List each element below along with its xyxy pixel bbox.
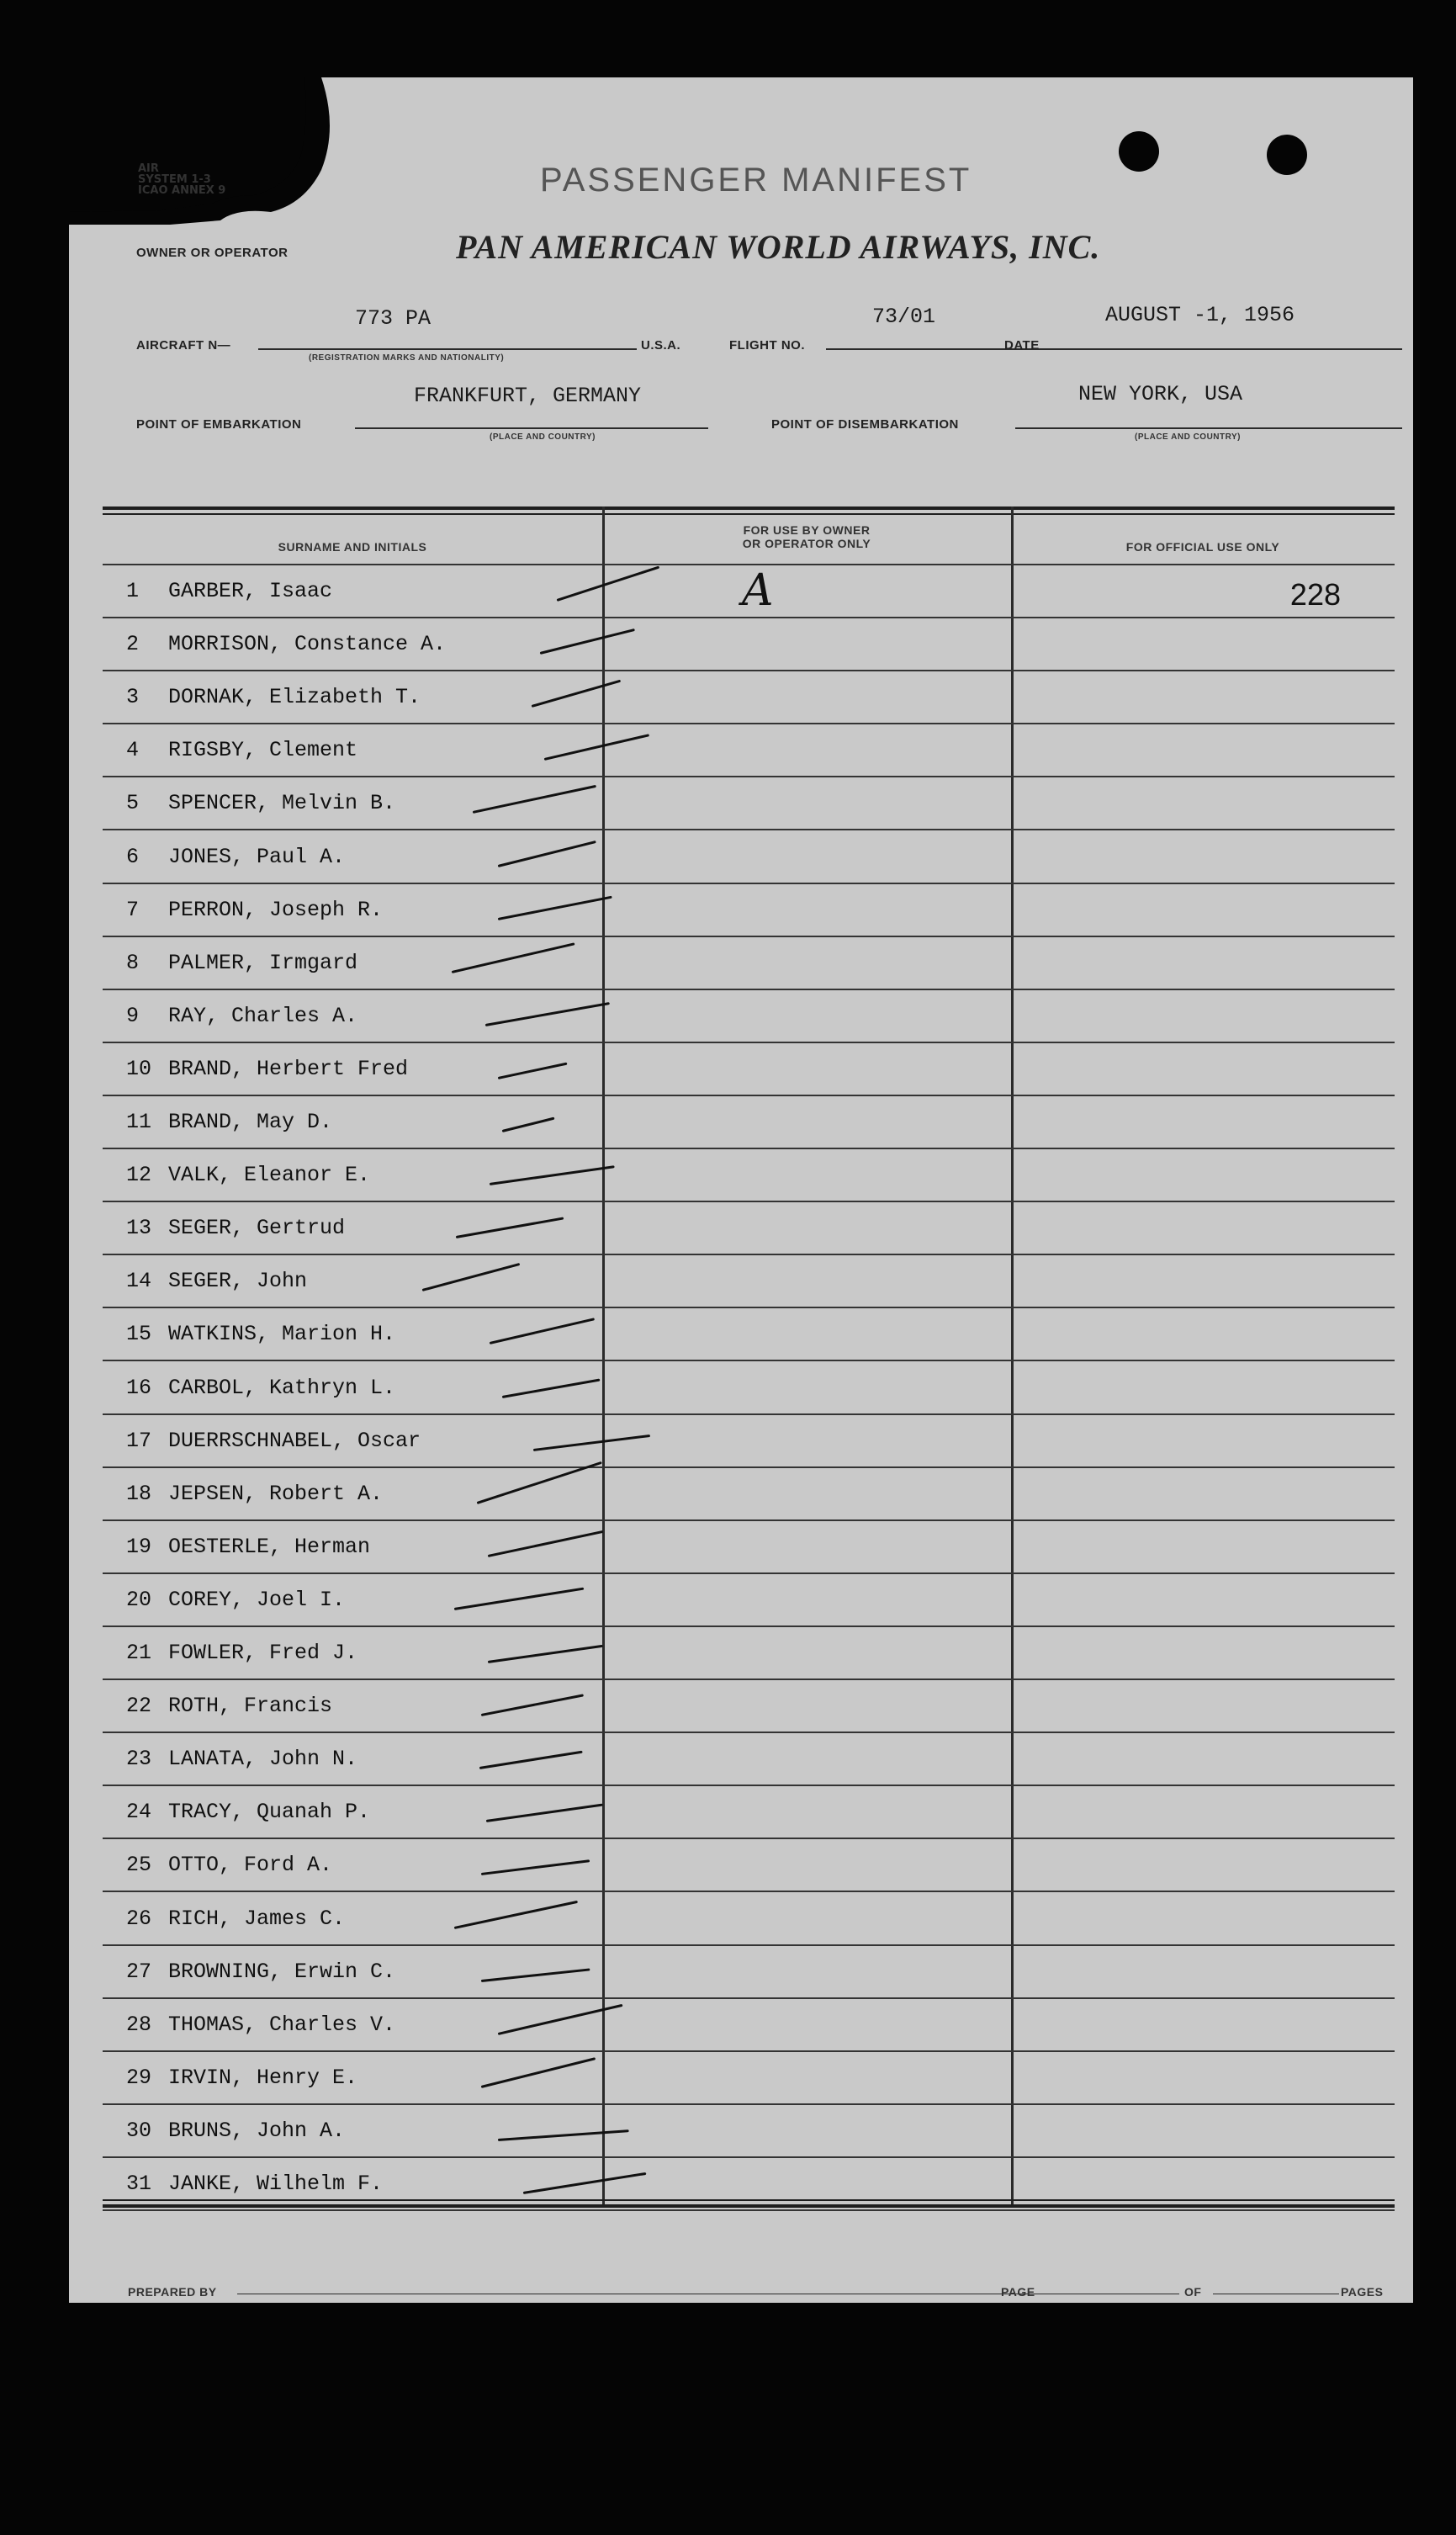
row-number: 4 (126, 738, 140, 763)
check-mark (481, 1860, 590, 1876)
row-number: 17 (126, 1428, 152, 1453)
check-mark (498, 841, 596, 867)
passenger-name: RAY, Charles A. (168, 1003, 358, 1028)
passenger-name: PERRON, Joseph R. (168, 897, 384, 922)
table-header-row (103, 506, 1395, 565)
check-mark (544, 735, 649, 761)
table-row (103, 1255, 1395, 1308)
table-row (103, 2052, 1395, 2105)
check-mark (452, 942, 575, 973)
passenger-name: FOWLER, Fred J. (168, 1641, 358, 1665)
check-mark (477, 1461, 602, 1504)
row-number: 15 (126, 1322, 152, 1347)
table-row (103, 1521, 1395, 1574)
row-number: 5 (126, 791, 140, 816)
row-number: 26 (126, 1906, 152, 1931)
flight-value: 73/01 (872, 305, 936, 329)
row-number: 1 (126, 579, 140, 603)
of-label: OF (1184, 2285, 1202, 2299)
check-mark (532, 680, 622, 708)
table-row (103, 671, 1395, 724)
table-row (103, 777, 1395, 830)
check-mark (485, 1002, 610, 1026)
table-row (103, 2105, 1395, 2158)
passenger-name: ROTH, Francis (168, 1694, 333, 1719)
passenger-name: THOMAS, Charles V. (168, 2012, 396, 2037)
table-row (103, 565, 1395, 618)
check-mark (557, 566, 660, 602)
col-header-owner-use: FOR USE BY OWNER OR OPERATOR ONLY (742, 523, 871, 550)
check-mark (533, 1435, 650, 1451)
row-number: 11 (126, 1110, 152, 1134)
table-row (103, 1999, 1395, 2052)
passenger-table (103, 506, 1395, 2208)
check-mark (479, 1751, 583, 1769)
check-mark (481, 1694, 584, 1716)
passenger-name: BRAND, Herbert Fred (168, 1056, 409, 1081)
passenger-name: BRUNS, John A. (168, 2118, 346, 2143)
manifest-sheet (69, 77, 1413, 2303)
table-row (103, 1574, 1395, 1627)
official-number: 228 (1289, 577, 1341, 612)
passenger-name: RIGSBY, Clement (168, 738, 358, 763)
row-number: 7 (126, 897, 140, 922)
owner-mark: A (742, 565, 774, 616)
table-row (103, 1149, 1395, 1202)
check-mark (454, 1900, 578, 1928)
usa-label: U.S.A. (641, 338, 681, 353)
table-row (103, 1415, 1395, 1468)
table-row (103, 1096, 1395, 1149)
disembark-value: NEW YORK, USA (1078, 382, 1243, 406)
owner-label: OWNER OR OPERATOR (136, 246, 289, 260)
passenger-name: IRVIN, Henry E. (168, 2065, 358, 2090)
row-number: 21 (126, 1641, 152, 1665)
check-mark (456, 1217, 564, 1239)
passenger-name: OESTERLE, Herman (168, 1534, 371, 1559)
row-number: 2 (126, 632, 140, 657)
embark-label: POINT OF EMBARKATION (136, 417, 302, 432)
embark-sub: (PLACE AND COUNTRY) (490, 432, 596, 442)
passenger-name: JANKE, Wilhelm F. (168, 2172, 384, 2196)
date-value: AUGUST -1, 1956 (1105, 303, 1295, 327)
row-number: 18 (126, 1481, 152, 1506)
table-row (103, 937, 1395, 990)
table-row (103, 884, 1395, 937)
check-mark (540, 628, 635, 655)
pages-label: PAGES (1341, 2285, 1384, 2299)
passenger-name: PALMER, Irmgard (168, 950, 358, 975)
page-title: PASSENGER MANIFEST (540, 162, 972, 199)
page-label: PAGE (1001, 2285, 1035, 2299)
row-number: 12 (126, 1163, 152, 1188)
check-mark (481, 2057, 596, 2088)
row-number: 31 (126, 2172, 152, 2196)
passenger-name: COREY, Joel I. (168, 1587, 346, 1612)
row-number: 10 (126, 1056, 152, 1081)
table-row (103, 1946, 1395, 1999)
check-mark (490, 1318, 595, 1345)
passenger-name: SPENCER, Melvin B. (168, 791, 396, 816)
row-number: 3 (126, 685, 140, 710)
passenger-name: DORNAK, Elizabeth T. (168, 685, 421, 710)
table-row (103, 1839, 1395, 1892)
passenger-name: JONES, Paul A. (168, 844, 346, 869)
table-row (103, 1202, 1395, 1255)
row-number: 14 (126, 1269, 152, 1294)
corner-stamp: AIR SYSTEM 1-3 ICAO ANNEX 9 (138, 162, 226, 197)
row-number: 6 (126, 844, 140, 869)
row-number: 25 (126, 1853, 152, 1878)
passenger-name: RICH, James C. (168, 1906, 346, 1931)
row-number: 24 (126, 1800, 152, 1825)
passenger-name: BROWNING, Erwin C. (168, 1959, 396, 1984)
check-mark (498, 1062, 568, 1079)
passenger-name: TRACY, Quanah P. (168, 1800, 371, 1825)
passenger-name: CARBOL, Kathryn L. (168, 1375, 396, 1400)
check-mark (422, 1263, 521, 1291)
passenger-name: WATKINS, Marion H. (168, 1322, 396, 1347)
table-row (103, 618, 1395, 671)
table-row (103, 1043, 1395, 1096)
passenger-name: SEGER, John (168, 1269, 308, 1294)
date-label: DATE (1004, 338, 1040, 353)
table-row (103, 831, 1395, 884)
check-mark (498, 895, 612, 920)
check-mark (488, 1645, 603, 1663)
check-mark (486, 1804, 603, 1822)
embark-value: FRANKFURT, GERMANY (414, 384, 642, 408)
table-row (103, 1893, 1395, 1946)
passenger-name: OTTO, Ford A. (168, 1853, 333, 1878)
row-number: 20 (126, 1587, 152, 1612)
row-number: 23 (126, 1747, 152, 1772)
passenger-name: LANATA, John N. (168, 1747, 358, 1772)
check-mark (454, 1588, 585, 1610)
check-mark (502, 1117, 555, 1132)
aircraft-value: 773 PA (355, 306, 432, 331)
flight-label: FLIGHT NO. (729, 338, 805, 353)
punch-hole-right (1267, 135, 1307, 175)
passenger-name: VALK, Eleanor E. (168, 1163, 371, 1188)
row-number: 28 (126, 2012, 152, 2037)
check-mark (498, 2004, 623, 2035)
disembark-sub: (PLACE AND COUNTRY) (1135, 432, 1241, 442)
row-number: 30 (126, 2118, 152, 2143)
row-number: 9 (126, 1003, 140, 1028)
aircraft-label: AIRCRAFT N— (136, 338, 231, 353)
table-row (103, 724, 1395, 777)
row-number: 22 (126, 1694, 152, 1719)
check-mark (481, 1968, 590, 1982)
passenger-name: MORRISON, Constance A. (168, 632, 447, 657)
col-header-official: FOR OFFICIAL USE ONLY (1125, 540, 1280, 554)
check-mark (490, 1165, 615, 1185)
check-mark (498, 2129, 629, 2141)
aircraft-sub: (REGISTRATION MARKS AND NATIONALITY) (309, 353, 505, 363)
row-number: 13 (126, 1216, 152, 1241)
passenger-name: DUERRSCHNABEL, Oscar (168, 1428, 421, 1453)
col-header-surname: SURNAME AND INITIALS (278, 540, 427, 554)
table-row (103, 1468, 1395, 1521)
torn-corner (69, 77, 389, 229)
disembark-label: POINT OF DISEMBARKATION (771, 417, 959, 432)
punch-hole-left (1119, 131, 1159, 172)
table-row (103, 1308, 1395, 1361)
table-row (103, 2158, 1395, 2211)
table-row (103, 1786, 1395, 1839)
check-mark (488, 1530, 604, 1557)
passenger-name: BRAND, May D. (168, 1110, 333, 1134)
row-number: 29 (126, 2065, 152, 2090)
footer (128, 2285, 217, 2299)
passenger-name: SEGER, Gertrud (168, 1216, 346, 1241)
row-number: 19 (126, 1534, 152, 1559)
row-number: 16 (126, 1375, 152, 1400)
table-row (103, 1680, 1395, 1733)
table-row (103, 1733, 1395, 1786)
check-mark (523, 2172, 647, 2194)
table-row (103, 990, 1395, 1043)
table-row (103, 1627, 1395, 1680)
passenger-name: GARBER, Isaac (168, 579, 333, 603)
table-row (103, 1362, 1395, 1415)
row-number: 27 (126, 1959, 152, 1984)
check-mark (502, 1378, 601, 1397)
passenger-name: JEPSEN, Robert A. (168, 1481, 384, 1506)
check-mark (473, 785, 596, 814)
owner-value: PAN AMERICAN WORLD AIRWAYS, INC. (456, 228, 1101, 266)
row-number: 8 (126, 950, 140, 975)
prepared-by-label: PREPARED BY (128, 2285, 217, 2299)
